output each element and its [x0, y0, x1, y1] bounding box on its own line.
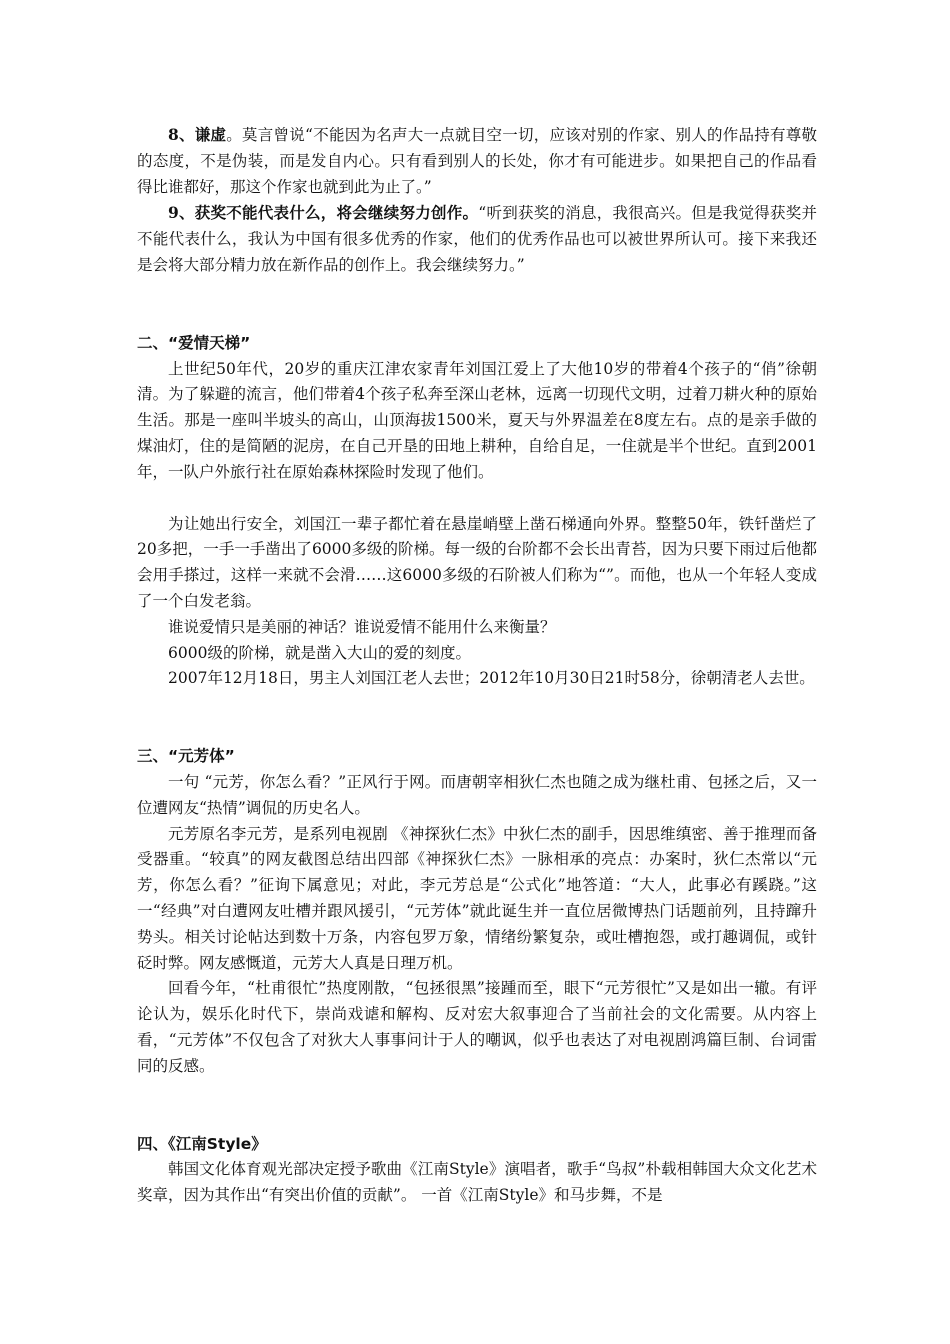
section-2-paragraph-2: 为让她出行安全，刘国江一辈子都忙着在悬崖峭壁上凿石梯通向外界。整整50年，铁钎凿烂了20多把，一手一手凿出了6000多级的阶梯。每一级的台阶都不会长出青苔，因为只要下雨过后他都会用手搽过，这样一来就不会滑……这6000多级的石阶被人们称为“”。而他，也从一个年轻人变成了一个白发老翁。: [137, 514, 817, 610]
section-2-paragraph-3: 谁说爱情只是美丽的神话？谁说爱情不能用什么来衡量？: [168, 617, 556, 636]
item-8-text: 。莫言曾说“不能因为名声大一点就目空一切，应该对别的作家、别人的作品持有尊敬的态度，不是伪装，而是发自内心。只有看到别人的长处，你才有可能进步。如果把自己的作品看得比谁都好，那这个作家也就到此为止了。”: [137, 126, 817, 196]
item-9-paragraph: [137, 200, 817, 278]
section-2-paragraph-4: 6000级的阶梯，就是凿入大山的爱的刻度。: [168, 643, 471, 662]
section-3-paragraph-3: 回看今年，“杜甫很忙”热度刚散，“包拯很黑”接踵而至，眼下“元芳很忙”又是如出一辙。有评论认为，娱乐化时代下，崇尚戏谑和解构、反对宏大叙事迎合了当前社会的文化需要。从内容上看，“元芳体”不仅包含了对狄大人事事问计于人的嘲讽，似乎也表达了对电视剧鸿篇巨制、台词雷同的反感。: [137, 979, 817, 1075]
section-2-heading: 二、“爱情天梯”: [137, 333, 251, 352]
item-8-paragraph: [137, 122, 817, 200]
section-2-paragraph-1: 上世纪50年代，20岁的重庆江津农家青年刘国江爱上了大他10岁的带着4个孩子的“俏”徐朝清。为了躲避的流言，他们带着4个孩子私奔至深山老林，远离一切现代文明，过着刀耕火种的原始生活。那是一座叫半坡头的高山，山顶海拔1500米，夏天与外界温差在8度左右。点的是亲手做的煤油灯，住的是简陋的泥房，在自己开垦的田地上耕种，自给自足，一住就是半个世纪。直到2001年，一队户外旅行社在原始森林探险时发现了他们。: [137, 359, 817, 481]
item-8-title: 8、谦虚: [168, 125, 227, 144]
section-3-heading: 三、“元芳体”: [137, 747, 235, 766]
item-9-text: “听到获奖的消息，我很高兴。但是我觉得获奖并不能代表什么，我认为中国有很多优秀的作家，他们的优秀作品也可以被世界所认可。接下来我还是会将大部分精力放在新作品的创作上。我会继续努力。”: [137, 204, 817, 274]
item-9-title: 9、获奖不能代表什么，将会继续努力创作。: [168, 203, 479, 223]
document-page: [137, 122, 817, 1209]
section-2-paragraph-5: 2007年12月18日，男主人刘国江老人去世；2012年10月30日21时58分，徐朝清老人去世。: [168, 669, 815, 688]
section-4-heading: 四、《江南Style》: [137, 1134, 267, 1153]
section-3-paragraph-2: 元芳原名李元芳，是系列电视剧 《神探狄仁杰》中狄仁杰的副手，因思维缜密、善于推理而备受器重。“较真”的网友截图总结出四部《神探狄仁杰》一脉相承的亮点：办案时，狄仁杰常以“元芳，你怎么看？”征询下属意见；对此，李元芳总是“公式化”地答道：“大人，此事必有蹊跷。”这一“经典”对白遭网友吐槽并跟风援引，“元芳体”就此诞生并一直位居微博热门话题前列，且持蹿升势头。相关讨论帖达到数十万条，内容包罗万象，情绪纷繁复杂，或吐槽抱怨，或打趣调侃，或针砭时弊。网友感慨道，元芳大人真是日理万机。: [137, 824, 817, 972]
section-3-paragraph-1: 一句 “元芳，你怎么看？”正风行于网。而唐朝宰相狄仁杰也随之成为继杜甫、包拯之后，又一位遭网友“热情”调侃的历史名人。: [137, 772, 817, 817]
section-4-paragraph-1: 韩国文化体育观光部决定授予歌曲《江南Style》演唱者，歌手“鸟叔”朴载相韩国大众文化艺术奖章，因为其作出“有突出价值的贡献”。 一首《江南Style》和马步舞，不是: [137, 1160, 817, 1205]
